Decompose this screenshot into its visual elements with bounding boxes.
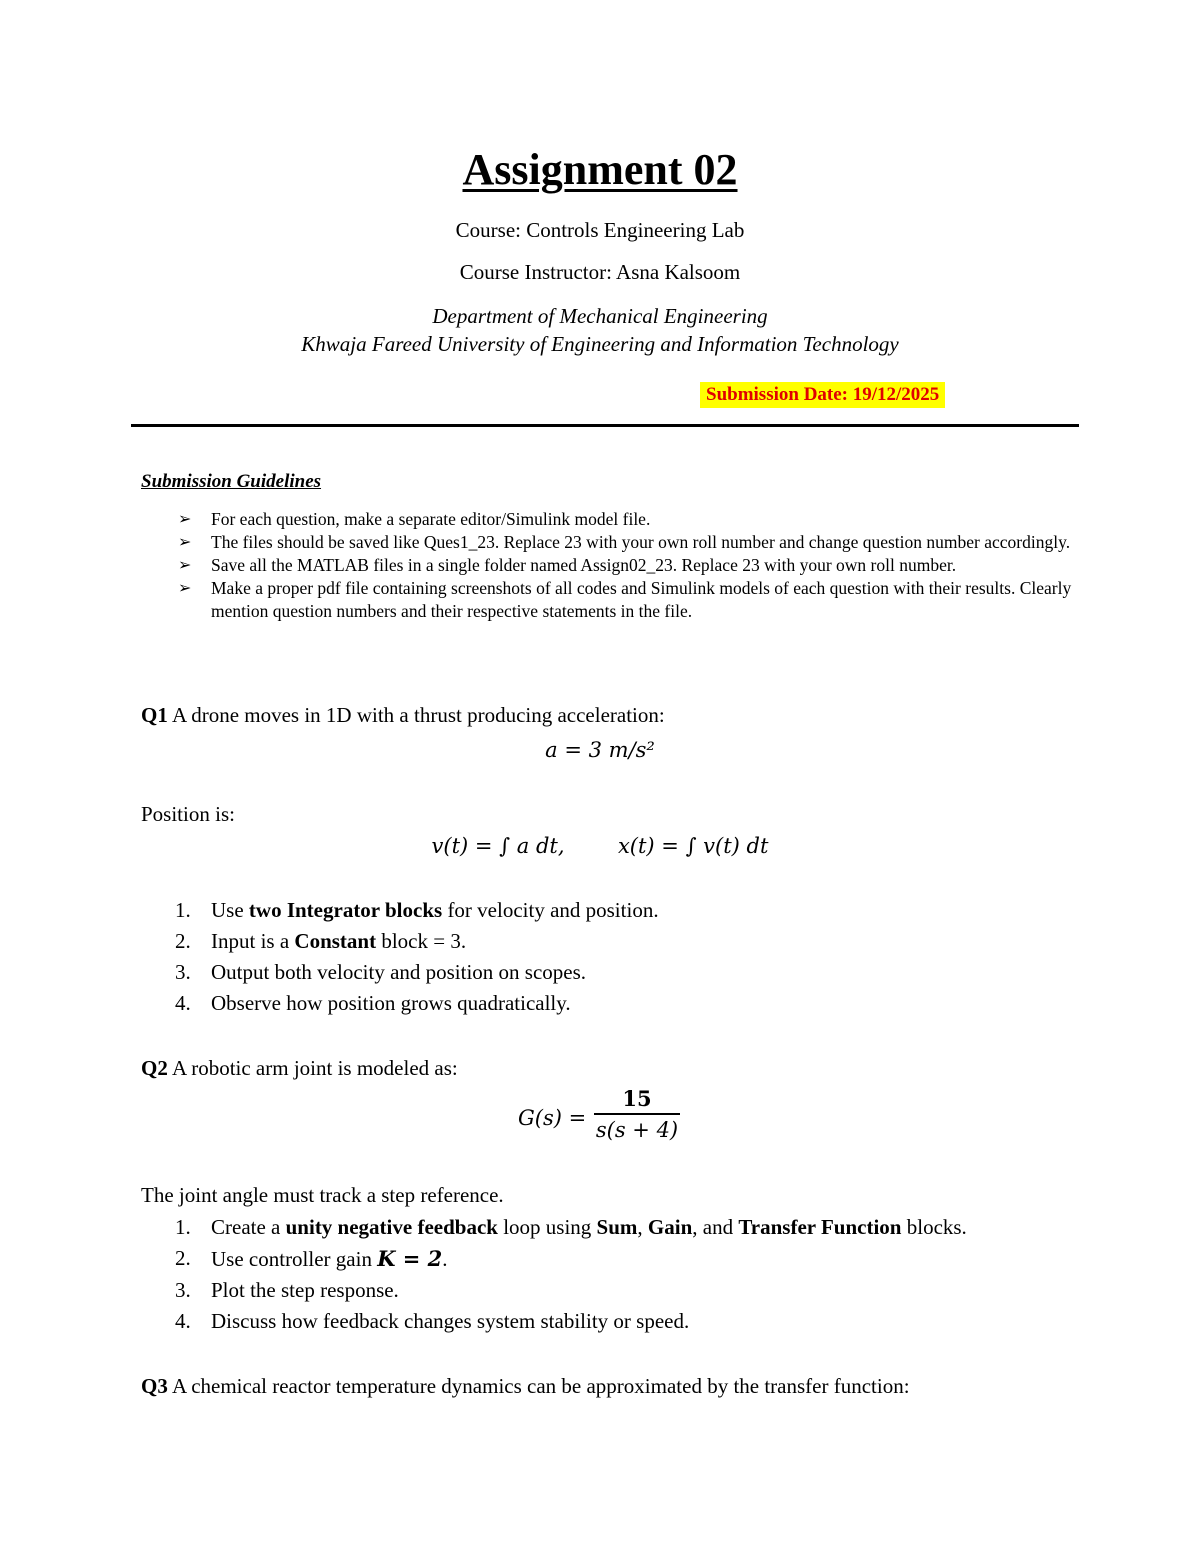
- list-item: 4. Discuss how feedback changes system stability or speed.: [175, 1309, 690, 1333]
- submission-date: Submission Date: 19/12/2025: [700, 382, 945, 408]
- arrow-bullet-icon: ➢: [178, 557, 192, 574]
- guideline-item: ➢ The files should be saved like Ques1_23. Replace 23 with your own roll number and change question number accordingly.: [178, 532, 1071, 552]
- q3-statement: Q3 A chemical reactor temperature dynamics can be approximated by the transfer function:: [141, 1374, 910, 1398]
- q2-transfer-fraction: [594, 1086, 680, 1142]
- arrow-bullet-icon: ➢: [178, 534, 192, 551]
- course-instructor: Course Instructor: Asna Kalsoom: [459, 260, 741, 284]
- q2-task-list: [141, 1212, 1101, 1337]
- q1-task-list: [141, 895, 1101, 1019]
- university: Khwaja Fareed University of Engineering and Information Technology: [301, 332, 899, 356]
- q1-position-label: Position is:: [141, 802, 235, 826]
- q2-label: Q2: [141, 1056, 168, 1080]
- list-item: 1. Create a unity negative feedback loop using Sum, Gain, and Transfer Function blocks.: [175, 1215, 967, 1239]
- q2-transfer-lhs: G(s) =: [518, 1106, 587, 1130]
- list-item: 1. Use two Integrator blocks for velocity and position.: [175, 898, 659, 922]
- fraction-numerator: 15: [622, 1086, 652, 1111]
- fraction-denominator: s(s + 4): [595, 1118, 679, 1142]
- list-item: 3. Output both velocity and position on scopes.: [175, 960, 587, 984]
- guidelines-list: [141, 508, 1081, 623]
- list-item: 2. Use controller gain K = 2.: [175, 1246, 448, 1271]
- q1-equation: a = 3 m/s²: [545, 738, 655, 762]
- list-item: 2. Input is a Constant block = 3.: [175, 929, 467, 953]
- department: Department of Mechanical Engineering: [432, 304, 768, 328]
- guideline-item: ➢ For each question, make a separate editor/Simulink model file.: [178, 509, 651, 529]
- list-item: 4. Observe how position grows quadratically.: [175, 991, 571, 1015]
- q3-label: Q3: [141, 1374, 168, 1398]
- list-item: 3. Plot the step response.: [175, 1278, 399, 1302]
- header-divider: [131, 424, 1079, 427]
- arrow-bullet-icon: ➢: [178, 580, 192, 597]
- q1-label: Q1: [141, 703, 168, 727]
- guideline-item: ➢ Make a proper pdf file containing screenshots of all codes and Simulink models of each question with their results. Clearly mention question numbers and their respective statements in the file.: [178, 578, 1072, 621]
- q2-statement: Q2 A robotic arm joint is modeled as:: [141, 1056, 458, 1080]
- q2-lead: The joint angle must track a step reference.: [141, 1183, 504, 1207]
- guidelines-heading: Submission Guidelines: [141, 471, 322, 492]
- q1-integral-equations: v(t) = ∫ a dt, x(t) = ∫ v(t) dt: [431, 834, 769, 858]
- page-title: Assignment 02: [462, 145, 738, 194]
- fraction-bar: [594, 1113, 680, 1115]
- guideline-item: ➢ Save all the MATLAB files in a single folder named Assign02_23. Replace 23 with your own roll number.: [178, 555, 957, 575]
- course-name: Course: Controls Engineering Lab: [455, 218, 745, 242]
- arrow-bullet-icon: ➢: [178, 511, 192, 528]
- q1-statement: Q1 A drone moves in 1D with a thrust producing acceleration:: [141, 703, 665, 727]
